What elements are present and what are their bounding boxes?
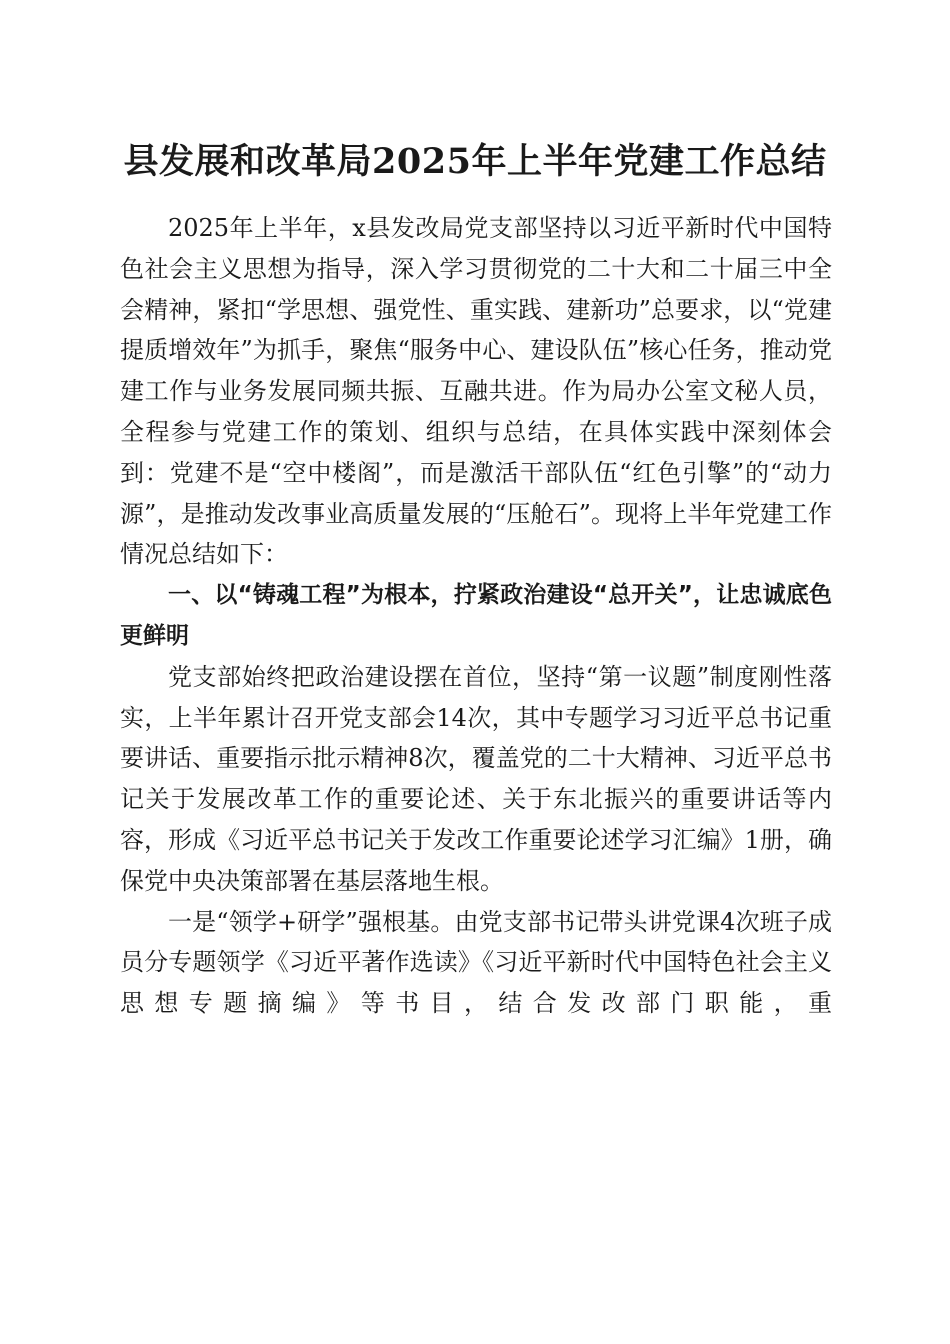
section1-paragraph-1: 党支部始终把政治建设摆在首位，坚持“第一议题”制度刚性落实，上半年累计召开党支部会14次，其中专题学习习近平总书记重要讲话、重要指示批示精神8次，覆盖党的二十大精神、习近平总书记关于发展改革工作的重要论述、关于东北振兴的重要讲话等内容，形成《习近平总书记关于发改工作重要论述学习汇编》1册，确保党中央决策部署在基层落地生根。 bbox=[120, 662, 832, 895]
document-body bbox=[120, 208, 832, 1024]
intro-paragraph: 2025年上半年，x县发改局党支部坚持以习近平新时代中国特色社会主义思想为指导，深入学习贯彻党的二十大和二十届三中全会精神，紧扣“学思想、强党性、重实践、建新功”总要求，以“党建提质增效年”为抓手，聚焦“服务中心、建设队伍”核心任务，推动党建工作与业务发展同频共振、互融共进。作为局办公室文秘人员，全程参与党建工作的策划、组织与总结，在具体实践中深刻体会到：党建不是“空中楼阁”，而是激活干部队伍“红色引擎”的“动力源”，是推动发改事业高质量发展的“压舱石”。现将上半年党建工作情况总结如下： bbox=[120, 214, 832, 569]
section1-paragraph-2: 一是“领学+研学”强根基。由党支部书记带头讲党课4次班子成员分专题领学《习近平著作选读》《习近平新时代中国特色社会主义思想专题摘编》等书目，结合发改部门职能，重 bbox=[120, 907, 832, 1018]
document-title: 县发展和改革局2025年上半年党建工作总结 bbox=[123, 141, 827, 182]
section-heading-1: 一、以“铸魂工程”为根本，拧紧政治建设“总开关”，让忠诚底色更鲜明 bbox=[120, 582, 832, 649]
